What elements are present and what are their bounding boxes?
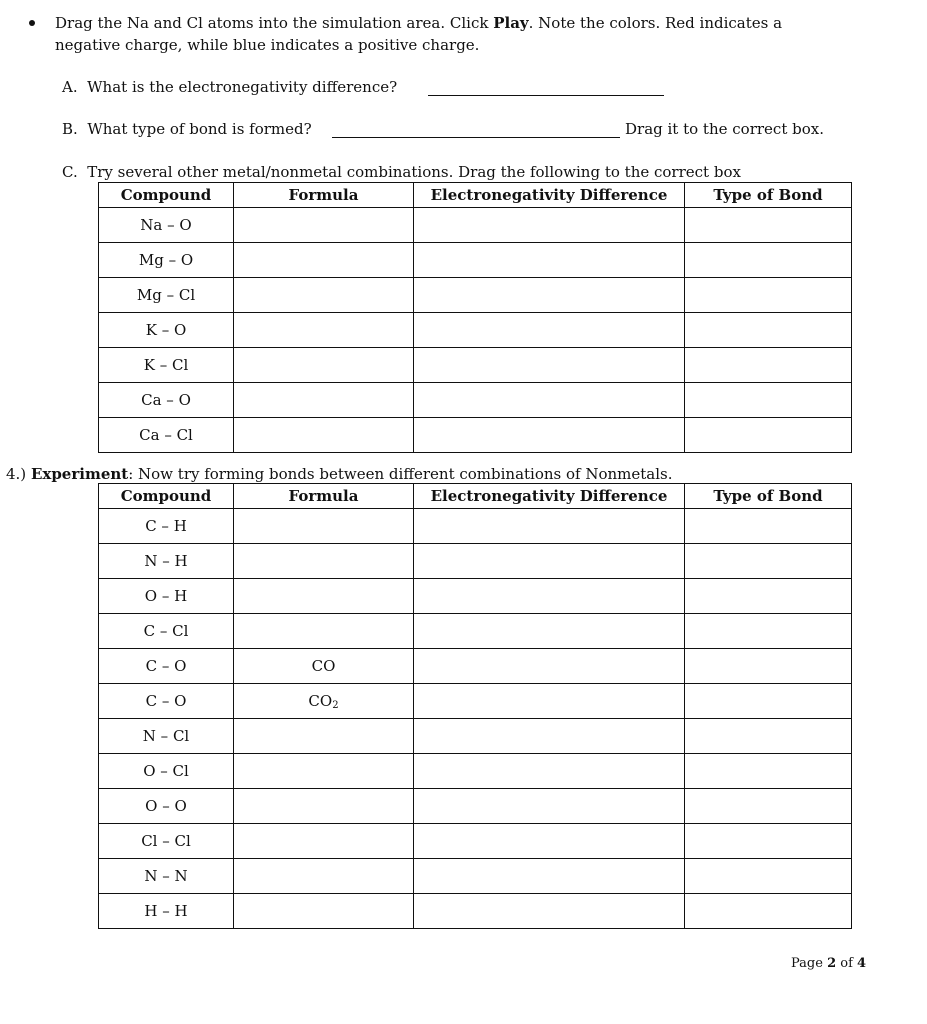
question-b: B. What type of bond is formed? (62, 120, 312, 138)
en-difference-cell[interactable] (414, 579, 685, 614)
bond-type-cell[interactable] (685, 544, 852, 579)
bond-type-cell[interactable] (685, 859, 852, 894)
formula-cell[interactable] (234, 684, 414, 719)
compound-cell: O – H (99, 579, 234, 614)
en-difference-cell[interactable] (414, 824, 685, 859)
compound-cell: Ca – Cl (99, 418, 234, 453)
formula-cell[interactable] (234, 789, 414, 824)
bond-type-cell[interactable] (685, 894, 852, 929)
bond-type-cell[interactable] (685, 684, 852, 719)
compound-cell: O – Cl (99, 754, 234, 789)
compound-cell: C – O (99, 684, 234, 719)
en-difference-cell[interactable] (414, 243, 685, 278)
table-row (99, 208, 852, 243)
formula-cell[interactable] (234, 418, 414, 453)
header-bond-type: Type of Bond (685, 183, 852, 208)
formula-text: CO (308, 691, 333, 710)
en-difference-cell[interactable] (414, 754, 685, 789)
compound-cell: Ca – O (99, 383, 234, 418)
question-c: C. Try several other metal/nonmetal combinations. Drag the following to the correct box (62, 163, 741, 181)
nonmetal-table (98, 483, 852, 929)
compound-cell: O – O (99, 789, 234, 824)
table-row (99, 719, 852, 754)
compound-cell: C – O (99, 649, 234, 684)
table-header-row (99, 484, 852, 509)
table-header-row (99, 183, 852, 208)
bond-type-cell[interactable] (685, 348, 852, 383)
formula-cell[interactable] (234, 579, 414, 614)
formula-subscript: 2 (332, 699, 339, 711)
formula-cell[interactable] (234, 859, 414, 894)
bond-type-cell[interactable] (685, 754, 852, 789)
table-row (99, 418, 852, 453)
en-difference-cell[interactable] (414, 509, 685, 544)
bond-type-cell[interactable] (685, 824, 852, 859)
header-formula: Formula (234, 183, 414, 208)
table-row (99, 894, 852, 929)
experiment-text: : Now try forming bonds between different combinations of Nonmetals. (128, 465, 673, 483)
page-total: 4 (857, 956, 867, 971)
page-number (791, 956, 866, 971)
formula-cell[interactable] (234, 208, 414, 243)
header-en-difference: Electronegativity Difference (414, 484, 685, 509)
formula-cell[interactable] (234, 278, 414, 313)
table-row (99, 544, 852, 579)
formula-cell[interactable] (234, 348, 414, 383)
table-row (99, 859, 852, 894)
compound-cell: Cl – Cl (99, 824, 234, 859)
formula-cell[interactable] (234, 649, 414, 684)
formula-cell[interactable] (234, 383, 414, 418)
compound-cell: N – N (99, 859, 234, 894)
en-difference-cell[interactable] (414, 418, 685, 453)
en-difference-cell[interactable] (414, 649, 685, 684)
formula-cell[interactable] (234, 754, 414, 789)
question-b-suffix: Drag it to the correct box. (625, 120, 824, 138)
bond-type-cell[interactable] (685, 243, 852, 278)
bond-type-cell[interactable] (685, 789, 852, 824)
compound-cell: Mg – O (99, 243, 234, 278)
formula-cell[interactable] (234, 243, 414, 278)
question-a: A. What is the electronegativity difference? (62, 78, 398, 96)
experiment-heading (6, 465, 673, 483)
instruction-line-1 (55, 14, 782, 32)
answer-blank-b[interactable] (332, 137, 620, 138)
bond-type-cell[interactable] (685, 418, 852, 453)
header-compound: Compound (99, 183, 234, 208)
compound-cell: C – Cl (99, 614, 234, 649)
bullet-icon (29, 20, 35, 26)
en-difference-cell[interactable] (414, 789, 685, 824)
formula-cell[interactable] (234, 509, 414, 544)
experiment-label: Experiment (30, 465, 129, 483)
instruction-text-cont: . Note the colors. Red indicates a (528, 14, 783, 32)
metal-nonmetal-table (98, 182, 852, 453)
bond-type-cell[interactable] (685, 208, 852, 243)
bond-type-cell[interactable] (685, 579, 852, 614)
bond-type-cell[interactable] (685, 278, 852, 313)
bond-type-cell[interactable] (685, 649, 852, 684)
table-row (99, 509, 852, 544)
formula-cell[interactable] (234, 614, 414, 649)
compound-cell: H – H (99, 894, 234, 929)
page-middle: of (836, 956, 858, 971)
en-difference-cell[interactable] (414, 614, 685, 649)
formula-cell[interactable] (234, 824, 414, 859)
compound-cell: N – H (99, 544, 234, 579)
en-difference-cell[interactable] (414, 544, 685, 579)
instruction-line-2: negative charge, while blue indicates a positive charge. (55, 36, 480, 54)
table-row (99, 383, 852, 418)
table-row (99, 824, 852, 859)
table-row (99, 614, 852, 649)
header-formula: Formula (234, 484, 414, 509)
en-difference-cell[interactable] (414, 208, 685, 243)
compound-cell: N – Cl (99, 719, 234, 754)
formula-cell[interactable] (234, 313, 414, 348)
formula-cell[interactable] (234, 719, 414, 754)
bond-type-cell[interactable] (685, 313, 852, 348)
en-difference-cell[interactable] (414, 348, 685, 383)
compound-cell: C – H (99, 509, 234, 544)
header-en-difference: Electronegativity Difference (414, 183, 685, 208)
answer-blank-a[interactable] (428, 95, 664, 96)
compound-cell: Na – O (99, 208, 234, 243)
page-current: 2 (827, 956, 837, 971)
compound-cell: K – O (99, 313, 234, 348)
formula-cell[interactable] (234, 894, 414, 929)
en-difference-cell[interactable] (414, 383, 685, 418)
table-row (99, 789, 852, 824)
table-row (99, 684, 852, 719)
formula-cell[interactable] (234, 544, 414, 579)
compound-cell: Mg – Cl (99, 278, 234, 313)
table-row (99, 278, 852, 313)
en-difference-cell[interactable] (414, 859, 685, 894)
experiment-number: 4.) (6, 465, 31, 483)
table-row (99, 348, 852, 383)
en-difference-cell[interactable] (414, 278, 685, 313)
compound-cell: K – Cl (99, 348, 234, 383)
en-difference-cell[interactable] (414, 894, 685, 929)
table-row (99, 754, 852, 789)
page-prefix: Page (791, 956, 828, 971)
header-compound: Compound (99, 484, 234, 509)
en-difference-cell[interactable] (414, 684, 685, 719)
play-keyword: Play (493, 14, 529, 32)
en-difference-cell[interactable] (414, 719, 685, 754)
bond-type-cell[interactable] (685, 719, 852, 754)
table-row (99, 579, 852, 614)
instruction-text: Drag the Na and Cl atoms into the simulation area. Click (55, 14, 494, 32)
bond-type-cell[interactable] (685, 509, 852, 544)
en-difference-cell[interactable] (414, 313, 685, 348)
table-row (99, 649, 852, 684)
header-bond-type: Type of Bond (685, 484, 852, 509)
bond-type-cell[interactable] (685, 383, 852, 418)
bond-type-cell[interactable] (685, 614, 852, 649)
formula-text: CO (311, 657, 336, 675)
table-row (99, 243, 852, 278)
table-row (99, 313, 852, 348)
